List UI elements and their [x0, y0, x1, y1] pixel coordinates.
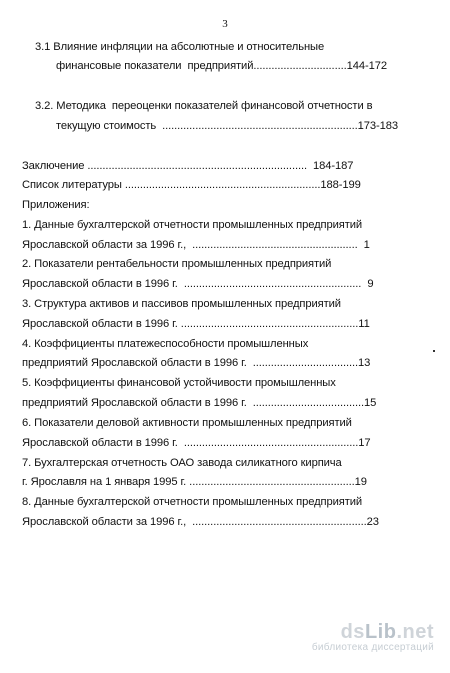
watermark — [312, 621, 434, 653]
watermark-subtitle: библиотека диссертаций — [311, 642, 434, 653]
toc-line: Ярославской области в 1996 г. ........................................................... 9 — [22, 278, 374, 290]
watermark-logo — [312, 621, 434, 644]
watermark-logo-net: .net — [396, 621, 434, 643]
toc-line: 2. Показатели рентабельности промышленных предприятий — [22, 258, 332, 270]
scan-speck — [433, 350, 435, 352]
toc-line: 6. Показатели деловой активности промышленных предприятий — [22, 417, 352, 429]
toc-line: Ярославской области за 1996 г., ....................................................... 1 — [22, 239, 370, 251]
toc-line: Ярославской области в 1996 г. ..........................................................17 — [22, 437, 371, 449]
toc-line: Заключение ......................................................................... 184-187 — [22, 160, 354, 172]
toc-line: 3. Структура активов и пассивов промышленных предприятий — [22, 298, 341, 310]
toc-line: 8. Данные бухгалтерской отчетности промышленных предприятий — [22, 496, 363, 508]
toc-line: 5. Коэффициенты финансовой устойчивости промышленных — [22, 377, 336, 389]
toc-line: 1. Данные бухгалтерской отчетности промышленных предприятий — [22, 219, 363, 231]
toc-line: Ярославской области за 1996 г., ..........................................................23 — [22, 516, 379, 528]
watermark-logo-ds: ds — [340, 621, 365, 643]
toc-heading: Приложения: — [22, 199, 90, 211]
toc-line: Ярославской области в 1996 г. ...........................................................11 — [22, 318, 370, 330]
toc-line: предприятий Ярославской области в 1996 г. .....................................15 — [22, 397, 377, 409]
toc-line: предприятий Ярославской области в 1996 г. ...................................13 — [22, 357, 371, 369]
toc-line: финансовые показатели предприятий...............................144-172 — [56, 60, 387, 72]
toc-line: 4. Коэффициенты платежеспособности промышленных — [22, 338, 309, 350]
watermark-logo-lib: Lib — [364, 621, 397, 643]
toc-line: 7. Бухгалтерская отчетность ОАО завода силикатного кирпича — [22, 457, 342, 469]
page-number: 3 — [222, 18, 228, 30]
toc-line: 3.2. Методика переоценки показателей финансовой отчетности в — [35, 100, 373, 112]
toc-line: Список литературы .................................................................188-199 — [22, 179, 361, 191]
toc-line: г. Ярославля на 1 января 1995 г. .......................................................19 — [22, 476, 367, 488]
toc-line: текущую стоимость .................................................................173-183 — [56, 120, 398, 132]
toc-line: 3.1 Влияние инфляции на абсолютные и относительные — [35, 41, 325, 53]
